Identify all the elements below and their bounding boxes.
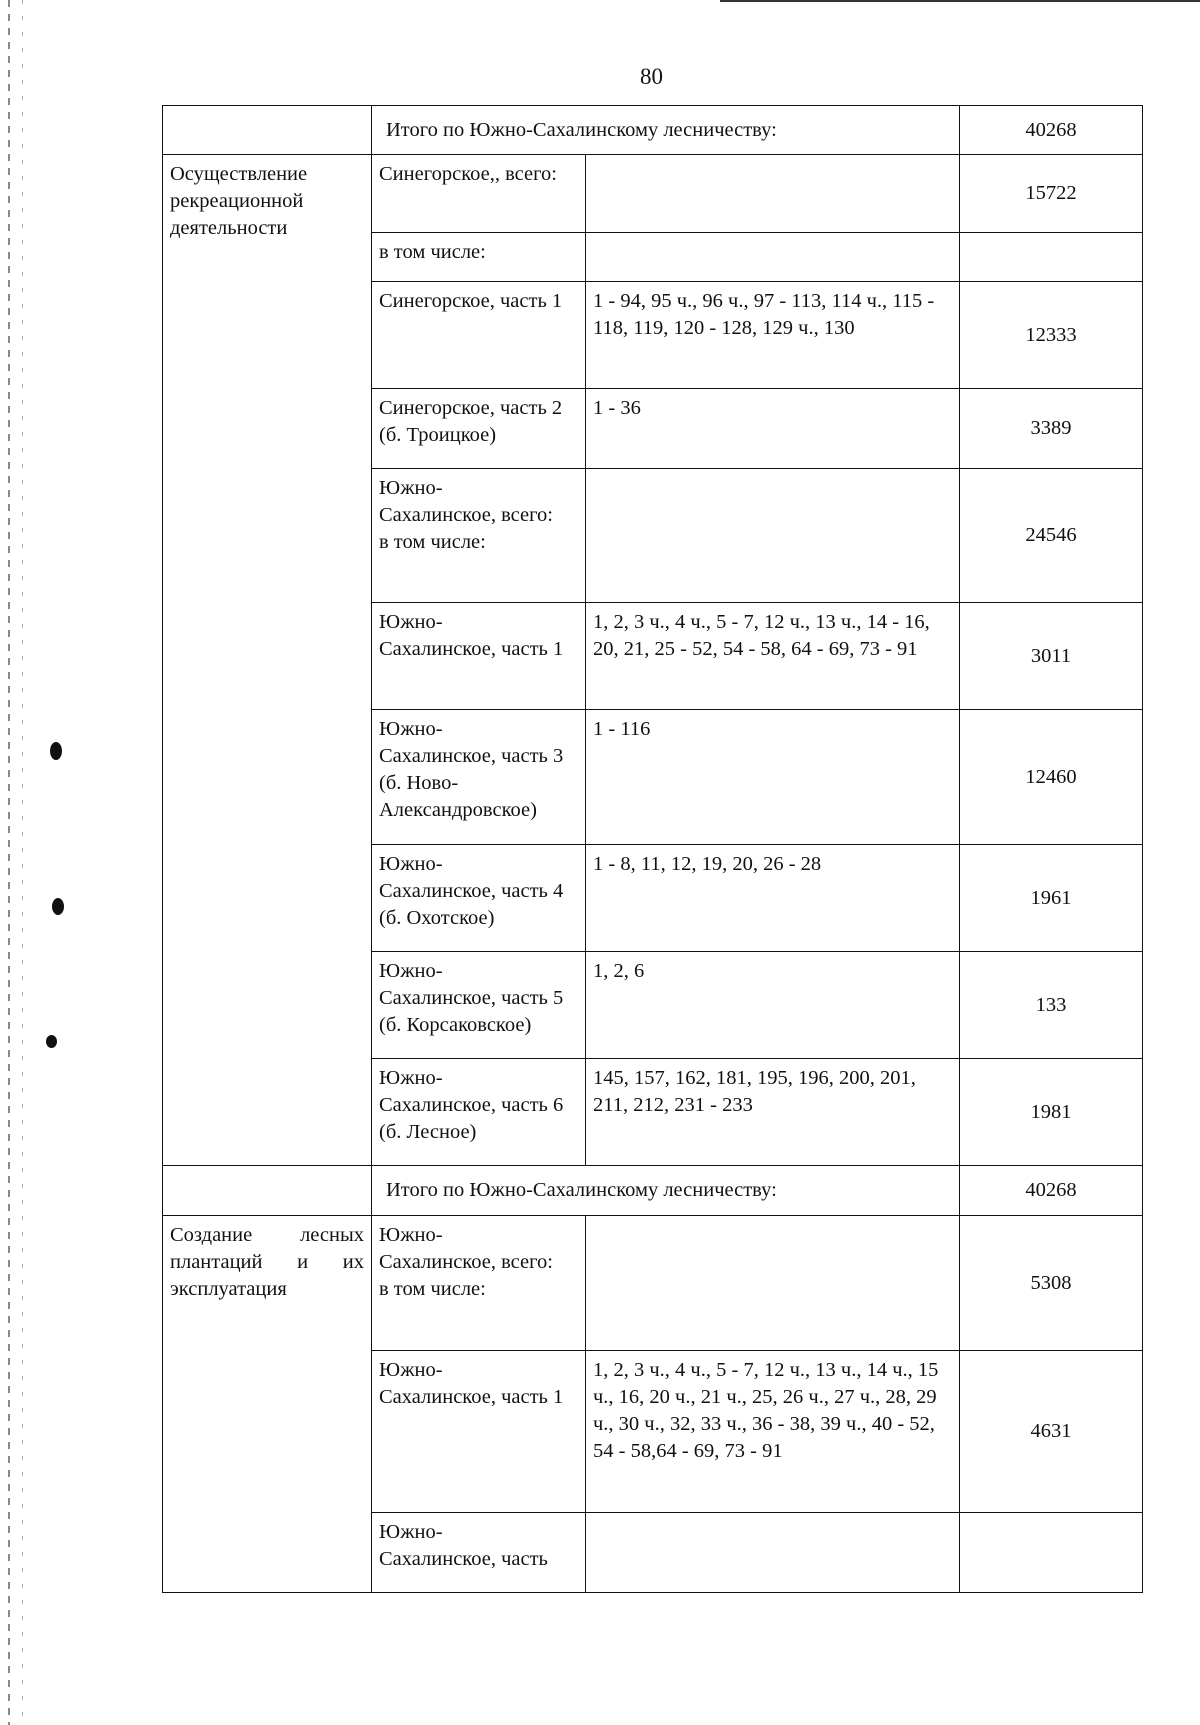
district-cell: Южно- Сахалинское, часть 3 (б. Ново-Александровское) [372,710,586,845]
blocks-cell: 1 - 116 [586,710,960,845]
area-cell: 3389 [960,389,1143,469]
ink-blot [50,742,62,760]
scan-edge-left [8,0,10,1725]
blocks-cell: 1, 2, 3 ч., 4 ч., 5 - 7, 12 ч., 13 ч., 14 - 16, 20, 21, 25 - 52, 54 - 58, 64 - 69, 73 - 91 [586,603,960,710]
table-row [163,1166,1143,1216]
area-cell: 1961 [960,845,1143,952]
district-cell: Южно- Сахалинское, часть 1 [372,603,586,710]
empty-cell [163,1166,372,1216]
blocks-cell: 1, 2, 3 ч., 4 ч., 5 - 7, 12 ч., 13 ч., 14 ч., 15 ч., 16, 20 ч., 21 ч., 25, 26 ч., 27 ч., 28, 29 ч., 30 ч., 32, 33 ч., 36 - 38, 39 ч., 40 - 52, 54 - 58,64 - 69, 73 - 91 [586,1351,960,1513]
table-row [163,1216,1143,1351]
total-label: Итого по Южно-Сахалинскому лесничеству: [372,1166,960,1216]
scan-edge-left-secondary [22,0,23,1725]
total-value: 40268 [960,1166,1143,1216]
area-cell: 15722 [960,155,1143,233]
ink-blot [46,1035,57,1048]
district-cell: Южно- Сахалинское, всего: в том числе: [372,1216,586,1351]
table-row [163,106,1143,155]
empty-cell [163,106,372,155]
district-cell: в том числе: [372,233,586,282]
area-cell [960,1513,1143,1593]
area-cell: 1981 [960,1059,1143,1166]
district-cell: Синегорское, часть 2 (б. Троицкое) [372,389,586,469]
area-cell [960,233,1143,282]
blocks-cell: 145, 157, 162, 181, 195, 196, 200, 201, 211, 212, 231 - 233 [586,1059,960,1166]
area-cell: 133 [960,952,1143,1059]
blocks-cell [586,1216,960,1351]
district-cell: Южно- Сахалинское, часть 6 (б. Лесное) [372,1059,586,1166]
district-cell: Южно- Сахалинское, часть 1 [372,1351,586,1513]
district-cell: Синегорское,, всего: [372,155,586,233]
page-number: 80 [640,64,663,89]
area-cell: 24546 [960,469,1143,603]
blocks-cell: 1 - 94, 95 ч., 96 ч., 97 - 113, 114 ч., 115 - 118, 119, 120 - 128, 129 ч., 130 [586,282,960,389]
activity-cell: Осуществление рекреационной деятельности [163,155,372,1166]
blocks-cell: 1 - 8, 11, 12, 19, 20, 26 - 28 [586,845,960,952]
blocks-cell [586,469,960,603]
forest-usage-table [162,105,1143,1593]
district-cell: Южно- Сахалинское, часть 4 (б. Охотское) [372,845,586,952]
area-cell: 5308 [960,1216,1143,1351]
district-cell: Синегорское, часть 1 [372,282,586,389]
blocks-cell: 1 - 36 [586,389,960,469]
ink-blot [52,898,64,915]
blocks-cell [586,1513,960,1593]
blocks-cell [586,233,960,282]
district-cell: Южно- Сахалинское, часть [372,1513,586,1593]
total-value: 40268 [960,106,1143,155]
district-cell: Южно- Сахалинское, часть 5 (б. Корсаковское) [372,952,586,1059]
area-cell: 4631 [960,1351,1143,1513]
area-cell: 3011 [960,603,1143,710]
activity-cell: Создание лесных плантаций и их эксплуатация [163,1216,372,1593]
total-label: Итого по Южно-Сахалинскому лесничеству: [372,106,960,155]
area-cell: 12460 [960,710,1143,845]
page-edge-top [720,0,1200,2]
district-cell: Южно- Сахалинское, всего: в том числе: [372,469,586,603]
table-row [163,155,1143,233]
blocks-cell: 1, 2, 6 [586,952,960,1059]
blocks-cell [586,155,960,233]
area-cell: 12333 [960,282,1143,389]
